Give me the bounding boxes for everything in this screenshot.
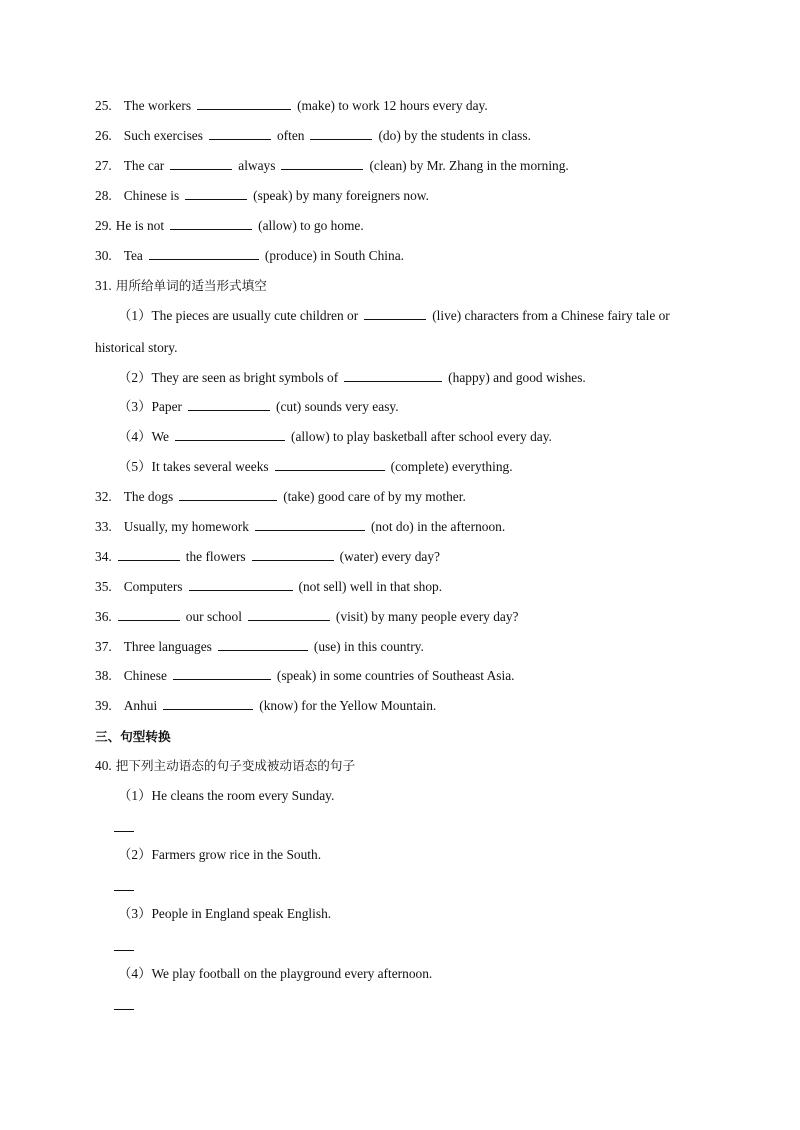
question-29 bbox=[95, 217, 740, 235]
question-31-item-1-continued bbox=[95, 339, 740, 357]
question-text: The workers bbox=[123, 98, 192, 113]
question-31-item-1 bbox=[118, 307, 740, 325]
question-text: (know) for the Yellow Mountain. bbox=[259, 698, 437, 713]
answer-blank[interactable] bbox=[185, 187, 247, 200]
question-text: (produce) in South China. bbox=[264, 248, 404, 263]
question-25 bbox=[95, 97, 740, 115]
question-36 bbox=[95, 608, 740, 626]
answer-blank[interactable] bbox=[170, 217, 252, 230]
question-number: 35. bbox=[95, 579, 112, 594]
answer-blank[interactable] bbox=[218, 638, 308, 651]
question-number: 25. bbox=[95, 98, 112, 113]
question-32 bbox=[95, 488, 740, 506]
question-38 bbox=[95, 667, 740, 685]
question-number: 30. bbox=[95, 248, 112, 263]
answer-blank[interactable] bbox=[364, 307, 426, 320]
question-instruction: 把下列主动语态的句子变成被动语态的句子 bbox=[115, 758, 356, 773]
question-31-item-4 bbox=[118, 428, 740, 446]
answer-blank[interactable] bbox=[252, 548, 334, 561]
question-text: (speak) in some countries of Southeast Asia. bbox=[276, 668, 515, 683]
item-label: （4） bbox=[118, 966, 152, 981]
question-31-item-3 bbox=[118, 398, 740, 416]
item-text: We bbox=[151, 429, 169, 444]
answer-blank[interactable] bbox=[188, 398, 270, 411]
item-text: (happy) and good wishes. bbox=[448, 370, 586, 385]
question-text: (visit) by many people every day? bbox=[335, 609, 519, 624]
item-text: He cleans the room every Sunday. bbox=[151, 788, 335, 803]
question-27 bbox=[95, 157, 740, 175]
answer-blank[interactable] bbox=[281, 157, 363, 170]
question-text: our school bbox=[185, 609, 242, 624]
question-40-item-3 bbox=[118, 905, 740, 923]
question-text: The car bbox=[123, 158, 165, 173]
question-number: 26. bbox=[95, 128, 112, 143]
answer-line[interactable] bbox=[114, 890, 134, 891]
question-text: Such exercises bbox=[123, 128, 203, 143]
item-label: （1） bbox=[118, 788, 152, 803]
question-text: always bbox=[238, 158, 276, 173]
question-text: often bbox=[276, 128, 305, 143]
answer-blank[interactable] bbox=[163, 697, 253, 710]
answer-blank[interactable] bbox=[173, 667, 271, 680]
question-text: (use) in this country. bbox=[313, 639, 424, 654]
question-text: Chinese is bbox=[123, 188, 180, 203]
answer-blank[interactable] bbox=[197, 97, 291, 110]
item-label: （2） bbox=[118, 370, 152, 385]
question-text: (speak) by many foreigners now. bbox=[253, 188, 429, 203]
question-text: (water) every day? bbox=[339, 549, 440, 564]
question-26 bbox=[95, 127, 740, 145]
item-text: Paper bbox=[151, 399, 182, 414]
item-text: Farmers grow rice in the South. bbox=[151, 847, 322, 862]
question-number: 34. bbox=[95, 549, 112, 564]
question-number: 31. bbox=[95, 278, 112, 293]
question-number: 39. bbox=[95, 698, 112, 713]
question-40-item-4 bbox=[118, 965, 740, 983]
question-text: (make) to work 12 hours every day. bbox=[297, 98, 488, 113]
item-text: historical story. bbox=[95, 340, 178, 355]
question-40-header bbox=[95, 757, 740, 775]
question-text: Computers bbox=[123, 579, 183, 594]
question-31-item-2 bbox=[118, 369, 740, 387]
question-33 bbox=[95, 518, 740, 536]
question-37 bbox=[95, 638, 740, 656]
question-text: The dogs bbox=[123, 489, 174, 504]
question-number: 27. bbox=[95, 158, 112, 173]
item-text: It takes several weeks bbox=[151, 459, 269, 474]
question-text: (allow) to go home. bbox=[258, 218, 364, 233]
answer-blank[interactable] bbox=[275, 458, 385, 471]
item-label: （3） bbox=[118, 906, 152, 921]
question-30 bbox=[95, 247, 740, 265]
item-text: We play football on the playground every afternoon. bbox=[151, 966, 433, 981]
question-text: Chinese bbox=[123, 668, 167, 683]
question-number: 32. bbox=[95, 489, 112, 504]
item-text: (live) characters from a Chinese fairy tale or bbox=[432, 308, 670, 323]
answer-line[interactable] bbox=[114, 831, 134, 832]
question-instruction: 用所给单词的适当形式填空 bbox=[115, 278, 267, 293]
item-text: (complete) everything. bbox=[390, 459, 513, 474]
question-39 bbox=[95, 697, 740, 715]
answer-blank[interactable] bbox=[175, 428, 285, 441]
item-label: （1） bbox=[118, 308, 152, 323]
question-number: 36. bbox=[95, 609, 112, 624]
answer-blank[interactable] bbox=[170, 157, 232, 170]
answer-blank[interactable] bbox=[344, 369, 442, 382]
question-31-item-5 bbox=[118, 458, 740, 476]
item-label: （4） bbox=[118, 429, 152, 444]
question-40-item-1 bbox=[118, 787, 740, 805]
question-40-item-2 bbox=[118, 846, 740, 864]
item-text: The pieces are usually cute children or bbox=[151, 308, 359, 323]
section-heading: 三、句型转换 bbox=[95, 729, 171, 744]
answer-blank[interactable] bbox=[189, 578, 293, 591]
question-number: 33. bbox=[95, 519, 112, 534]
item-label: （2） bbox=[118, 847, 152, 862]
section-title bbox=[95, 728, 740, 746]
answer-blank[interactable] bbox=[149, 247, 259, 260]
question-text: Three languages bbox=[123, 639, 212, 654]
answer-blank[interactable] bbox=[179, 488, 277, 501]
question-31-header bbox=[95, 277, 740, 295]
question-35 bbox=[95, 578, 740, 596]
answer-blank[interactable] bbox=[255, 518, 365, 531]
item-text: They are seen as bright symbols of bbox=[151, 370, 339, 385]
question-number: 37. bbox=[95, 639, 112, 654]
answer-blank[interactable] bbox=[118, 608, 180, 621]
question-number: 38. bbox=[95, 668, 112, 683]
question-number: 40. bbox=[95, 758, 112, 773]
question-text: (not do) in the afternoon. bbox=[370, 519, 506, 534]
answer-blank[interactable] bbox=[118, 548, 180, 561]
question-number: 29. bbox=[95, 218, 112, 233]
question-text: Usually, my homework bbox=[123, 519, 249, 534]
answer-line[interactable] bbox=[114, 950, 134, 951]
question-28 bbox=[95, 187, 740, 205]
answer-blank[interactable] bbox=[310, 127, 372, 140]
item-label: （5） bbox=[118, 459, 152, 474]
question-text: (clean) by Mr. Zhang in the morning. bbox=[369, 158, 569, 173]
question-text: Tea bbox=[123, 248, 143, 263]
item-label: （3） bbox=[118, 399, 152, 414]
question-text: (do) by the students in class. bbox=[378, 128, 531, 143]
question-number: 28. bbox=[95, 188, 112, 203]
item-text: (cut) sounds very easy. bbox=[275, 399, 399, 414]
question-text: He is not bbox=[115, 218, 165, 233]
question-text: Anhui bbox=[123, 698, 158, 713]
question-34 bbox=[95, 548, 740, 566]
question-text: (take) good care of by my mother. bbox=[283, 489, 466, 504]
question-text: (not sell) well in that shop. bbox=[298, 579, 443, 594]
answer-line[interactable] bbox=[114, 1009, 134, 1010]
question-text: the flowers bbox=[185, 549, 246, 564]
item-text: People in England speak English. bbox=[151, 906, 332, 921]
answer-blank[interactable] bbox=[209, 127, 271, 140]
item-text: (allow) to play basketball after school every day. bbox=[291, 429, 552, 444]
answer-blank[interactable] bbox=[248, 608, 330, 621]
